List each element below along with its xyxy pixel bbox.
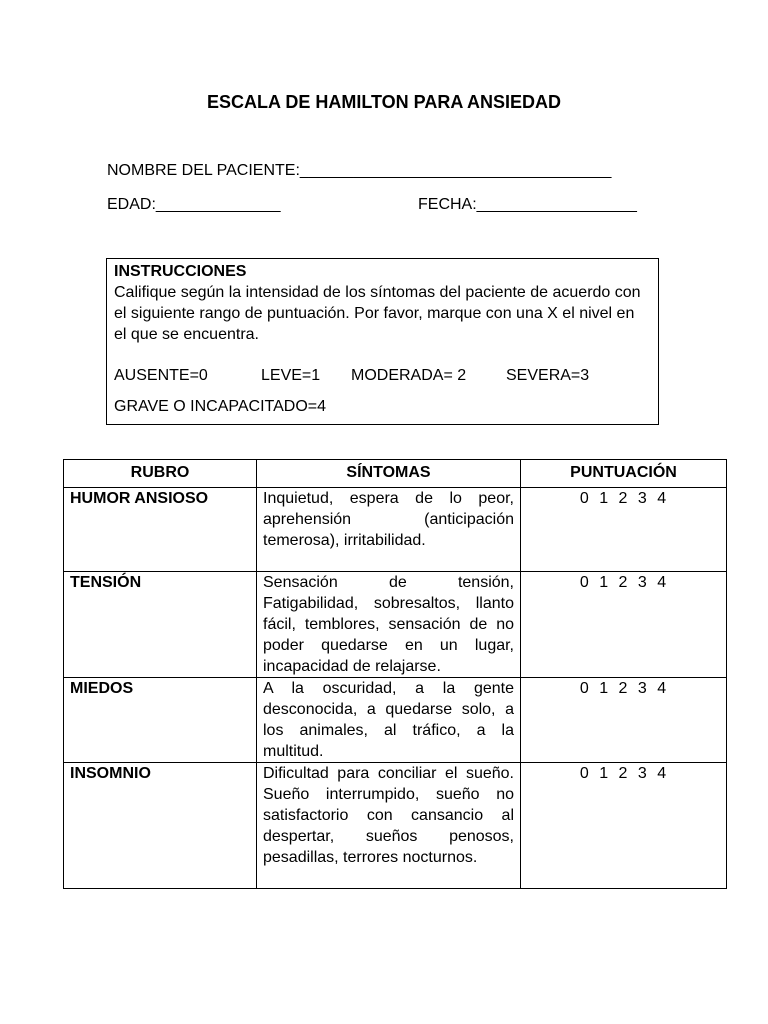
scale-ausente: AUSENTE=0 — [114, 367, 208, 384]
puntuacion-cell[interactable]: 0 1 2 3 4 — [521, 572, 727, 678]
instructions-box — [106, 258, 659, 425]
sintomas-cell: A la oscuridad, a la gente desconocida, a quedarse solo, a los animales, al tráfico, a la multitud. — [257, 678, 521, 763]
table-row — [64, 488, 727, 572]
table-row — [64, 763, 727, 889]
sintomas-cell: Inquietud, espera de lo peor, aprehensión (anticipación temerosa), irritabilidad. — [257, 488, 521, 572]
scale-moderada: MODERADA= 2 — [351, 367, 467, 384]
scale-grave: GRAVE O INCAPACITADO=4 — [114, 398, 327, 415]
document-title: ESCALA DE HAMILTON PARA ANSIEDAD — [206, 92, 561, 112]
sintomas-cell: Dificultad para conciliar el sueño. Sueño interrumpido, sueño no satisfactorio con cansancio al despertar, sueños penosos, pesadillas, terrores nocturnos. — [257, 763, 521, 889]
rubro-cell: INSOMNIO — [64, 763, 257, 889]
rubro-cell: MIEDOS — [64, 678, 257, 763]
puntuacion-cell[interactable]: 0 1 2 3 4 — [521, 488, 727, 572]
table-header-row — [64, 460, 727, 488]
puntuacion-cell[interactable]: 0 1 2 3 4 — [521, 763, 727, 889]
date-field[interactable]: FECHA:__________________ — [418, 196, 637, 213]
instructions-text: Califique según la intensidad de los síntomas del paciente de acuerdo con el siguiente rango de puntuación. Por favor, marque con una X el nivel en el que se encuentra. — [114, 284, 641, 343]
header-rubro: RUBRO — [64, 460, 257, 488]
rubro-cell: HUMOR ANSIOSO — [64, 488, 257, 572]
patient-name-field[interactable]: NOMBRE DEL PACIENTE:___________________________________ — [107, 162, 612, 179]
header-puntuacion: PUNTUACIÓN — [521, 460, 727, 488]
header-sintomas: SÍNTOMAS — [257, 460, 521, 488]
sintomas-cell: Sensación de tensión, Fatigabilidad, sobresaltos, llanto fácil, temblores, sensación de no poder quedarse en un lugar, incapacidad de relajarse. — [257, 572, 521, 678]
scale-leve: LEVE=1 — [261, 367, 321, 384]
table-row — [64, 678, 727, 763]
hamilton-table — [63, 459, 727, 889]
scale-severa: SEVERA=3 — [506, 367, 590, 384]
instructions-heading: INSTRUCCIONES — [114, 263, 247, 280]
rubro-cell: TENSIÓN — [64, 572, 257, 678]
table-row — [64, 572, 727, 678]
puntuacion-cell[interactable]: 0 1 2 3 4 — [521, 678, 727, 763]
age-field[interactable]: EDAD:______________ — [107, 196, 281, 213]
